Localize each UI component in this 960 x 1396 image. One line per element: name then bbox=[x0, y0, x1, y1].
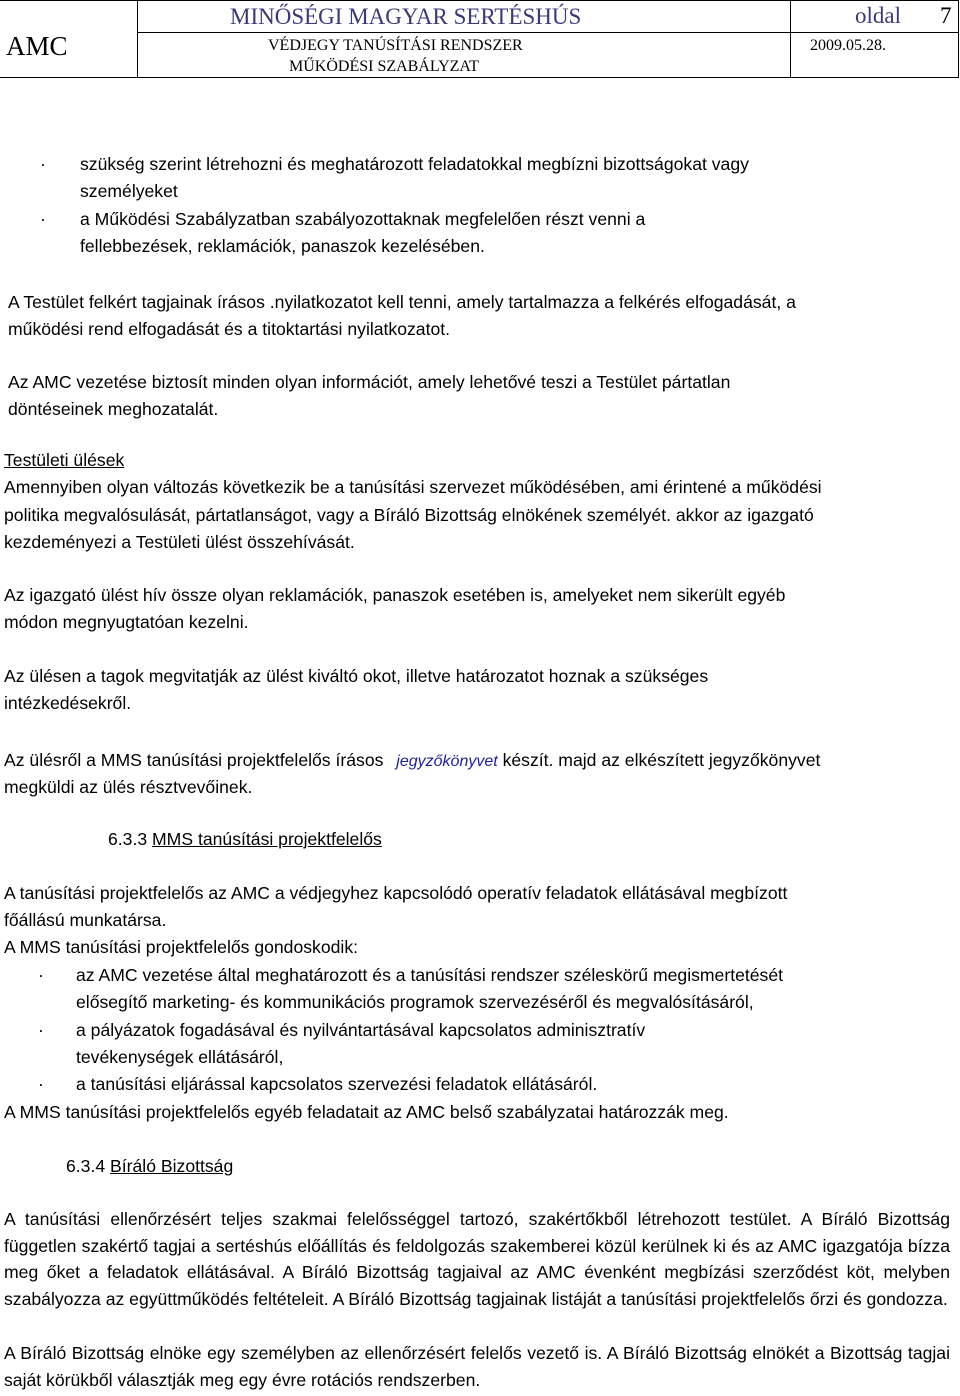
paragraph: A MMS tanúsítási projektfelelős egyéb feladatait az AMC belső szabályzatai határozzák meg. bbox=[4, 1102, 729, 1122]
section-heading: Testületi ülések bbox=[4, 450, 125, 470]
header-divider bbox=[137, 1, 138, 77]
paragraph bbox=[4, 746, 820, 776]
header-subtitle: VÉDJEGY TANÚSÍTÁSI RENDSZER bbox=[268, 37, 523, 54]
header-title: MINŐSÉGI MAGYAR SERTÉSHÚS bbox=[230, 4, 582, 29]
list-item: szükség szerint létrehozni és meghatározott feladatokkal megbízni bizottságokat vagy bbox=[80, 154, 749, 174]
paragraph-text: Az ülésről a MMS tanúsítási projektfelelős írásos bbox=[4, 750, 384, 770]
section-title: Bíráló Bizottság bbox=[110, 1156, 234, 1176]
bullet-symbol: · bbox=[38, 965, 44, 985]
bullet-symbol: · bbox=[40, 154, 46, 174]
list-item: az AMC vezetése által meghatározott és a tanúsítási rendszer széleskörű megismertetését bbox=[76, 965, 784, 985]
list-item: a Működési Szabályzatban szabályozottaknak megfelelően részt venni a bbox=[80, 209, 646, 229]
header-divider bbox=[790, 1, 791, 77]
section-number: 6.3.4 bbox=[66, 1156, 111, 1176]
paragraph: A MMS tanúsítási projektfelelős gondoskodik: bbox=[4, 937, 359, 957]
document-header bbox=[0, 0, 959, 78]
section-title: MMS tanúsítási projektfelelős bbox=[152, 829, 382, 849]
bullet-symbol: · bbox=[40, 209, 46, 229]
paragraph: A tanúsítási projektfelelős az AMC a védjegyhez kapcsolódó operatív feladatok ellátásával megbízott bbox=[4, 883, 788, 903]
page-number: 7 bbox=[940, 3, 952, 28]
section-heading bbox=[66, 1152, 233, 1180]
header-subtitle-2: MŰKÖDÉSI SZABÁLYZAT bbox=[289, 58, 479, 75]
paragraph: Az AMC vezetése biztosít minden olyan információt, amely lehetővé teszi a Testület pártatlan bbox=[8, 372, 731, 392]
section-heading bbox=[108, 825, 382, 853]
paragraph: főállású munkatársa. bbox=[4, 910, 167, 930]
paragraph: megküldi az ülés résztvevőinek. bbox=[4, 777, 253, 797]
list-item: elősegítő marketing- és kommunikációs programok szervezéséről és megvalósításáról, bbox=[76, 992, 754, 1012]
list-item: fellebbezések, reklamációk, panaszok kezelésében. bbox=[80, 236, 485, 256]
list-item: tevékenységek ellátásáról, bbox=[76, 1047, 284, 1067]
list-item: a tanúsítási eljárással kapcsolatos szervezési feladatok ellátásáról. bbox=[76, 1074, 598, 1094]
page-label: oldal bbox=[855, 3, 901, 28]
paragraph: A Bíráló Bizottság elnöke egy személyben az ellenőrzésért felelős vezető is. A Bíráló Bizottság elnökét a Bizottság tagjai saját körükből választják meg egy évre rotációs rendszerben. bbox=[4, 1343, 950, 1390]
list-item: személyeket bbox=[80, 181, 178, 201]
header-org: AMC bbox=[6, 31, 68, 61]
header-divider bbox=[790, 32, 958, 33]
paragraph: intézkedésekről. bbox=[4, 693, 132, 713]
document-date: 2009.05.28. bbox=[810, 37, 886, 54]
list-item: a pályázatok fogadásával és nyilvántartásával kapcsolatos adminisztratív bbox=[76, 1020, 646, 1040]
paragraph: Az igazgató ülést hív össze olyan reklamációk, panaszok esetében is, amelyeket nem sikerült egyéb bbox=[4, 585, 786, 605]
paragraph: A Testület felkért tagjainak írásos .nyilatkozatot kell tenni, amely tartalmazza a felkérés elfogadását, a bbox=[8, 292, 796, 312]
paragraph: kezdeményezi a Testületi ülést összehívását. bbox=[4, 532, 355, 552]
paragraph: működési rend elfogadását és a titoktartási nyilatkozatot. bbox=[8, 319, 451, 339]
section-number: 6.3.3 bbox=[108, 829, 153, 849]
paragraph: döntéseinek meghozatalát. bbox=[8, 399, 219, 419]
bullet-symbol: · bbox=[38, 1074, 44, 1094]
paragraph: politika megvalósulását, pártatlanságot, vagy a Bíráló Bizottság elnökének személyét. akkor az igazgató bbox=[4, 505, 814, 525]
paragraph: Amennyiben olyan változás következik be a tanúsítási szervezet működésében, ami érintené a működési bbox=[4, 477, 822, 497]
header-divider bbox=[138, 32, 790, 33]
jegyzokonyv-link[interactable]: jegyzőkönyvet bbox=[396, 753, 498, 770]
bullet-symbol: · bbox=[38, 1020, 44, 1040]
paragraph: Az ülésen a tagok megvitatják az ülést kiváltó okot, illetve határozatot hoznak a szükséges bbox=[4, 666, 709, 686]
paragraph: módon megnyugtatóan kezelni. bbox=[4, 612, 249, 632]
paragraph-text: készít. majd az elkészített jegyzőkönyvet bbox=[497, 750, 821, 770]
paragraph: A tanúsítási ellenőrzésért teljes szakmai felelősséggel tartozó, szakértőkből létrehozott testület. A Bíráló Bizottság független szakértő tagjai a sertéshús előállítás és feldolgozás szakemberei közül kerülnek ki és az AMC igazgatója bízza meg őket a feladatok ellátásával. A Bíráló Bizottság tagjaival az AMC évenként megbízási szerződést köt, melyben szabályozza az együttműködés feltételeit. A Bíráló Bizottság tagjainak listáját a tanúsítási projektfelelős őrzi és gondozza. bbox=[4, 1209, 950, 1309]
